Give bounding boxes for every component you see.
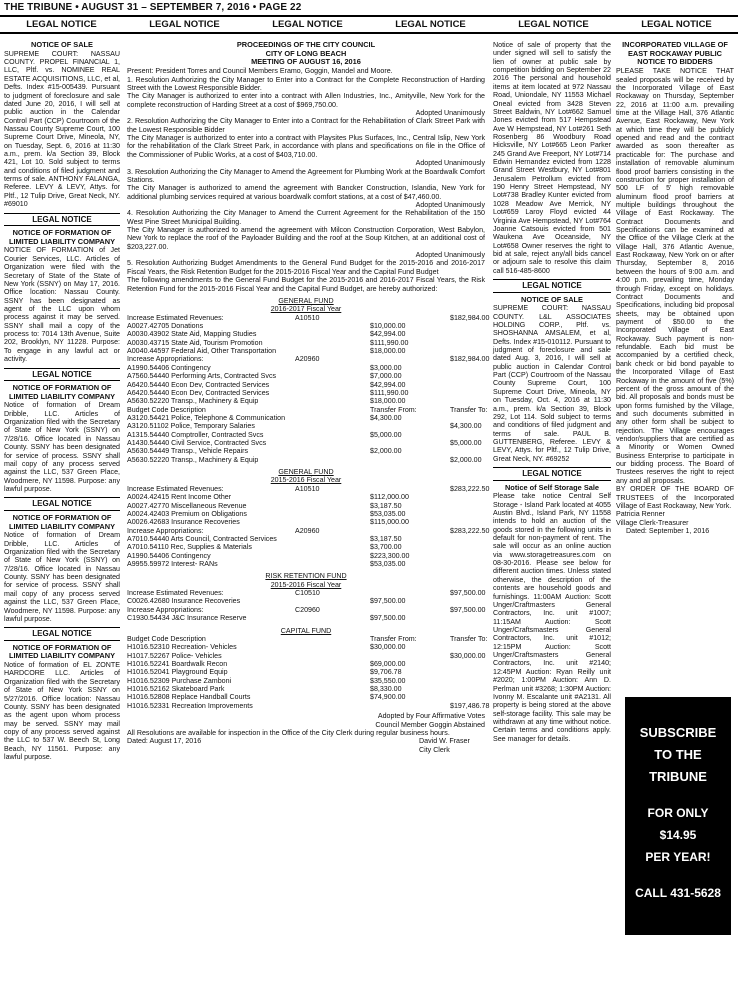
present-line: Present: President Torres and Council Members Eramo, Goggin, Mandel and Moore.	[127, 67, 393, 76]
budget-row	[127, 502, 485, 510]
notice-title: NOTICE OF SALE	[30, 40, 93, 49]
budget-cell	[450, 389, 485, 397]
budget-cell: A0030.43902 State Aid, Mapping Studies	[127, 330, 257, 339]
budget-cell: H1016.52162 Skateboard Park	[127, 685, 225, 694]
budget-cell	[295, 422, 370, 430]
signer-title: City Clerk	[419, 745, 450, 754]
budget-cell: $18,000.00	[370, 347, 406, 356]
ad-gap	[625, 868, 731, 882]
budget-cell	[450, 502, 485, 510]
budget-cell: A20960	[295, 355, 320, 364]
ad-price: $14.95	[659, 828, 697, 842]
budget-cell: Transfer To:	[450, 405, 488, 414]
column-4	[616, 41, 734, 535]
budget-row	[127, 389, 485, 397]
budget-cell: $30,000.00	[370, 643, 406, 652]
signer-name: David W. Fraser	[419, 737, 470, 746]
budget-cell: A0027.42770 Miscellaneous Revenue	[127, 501, 247, 510]
budget-row	[127, 431, 485, 439]
budget-cell	[295, 614, 370, 622]
budget-cell	[295, 685, 370, 693]
budget-cell	[450, 322, 485, 330]
budget-cell	[450, 397, 485, 405]
notice-body: Please take notice Central Self Storage - Island Park located at 4055 Austin Blvd., Island Park, NY 11558 intends to hold an auction of the goods stored in the following units in default for non-payment of rent. The sale will occur as an online auction via www.storagetreasures.com on 08-30-2016. Please see below for different auction times. Unless stated otherwise, the description of the contents are household goods and furnishings. 11:00AM Auction: Scott Unger/Craftmasters General Contractors, Inc. unit #1007; 11:15AM Auction: Scott Unger/Craftsmasters General Contractors, Inc. unit #1012; 12:15PM Auction: Scott Unger/Craftsmasters General Contractors, Inc. unit #2140; 12:45PM Auction: Ryan Reilly unit #2020; 1:00PM Auction: Ann D. Perlman unit #3268; 1:30PM Auction: Ivonny M. Escalante unit #A2131. All property is being stored at the above self-storage facility. This sale may be withdrawn at any time without notice. Certain terms and conditions apply. See manager for details.	[493, 492, 611, 743]
budget-cell: A0024.42415 Rent Income Other	[127, 493, 232, 502]
budget-row	[127, 526, 490, 535]
legal-notice-separator: LEGAL NOTICE	[4, 213, 120, 226]
page-header: THE TRIBUNE • AUGUST 31 – SEPTEMBER 7, 2016 • PAGE 22	[4, 2, 302, 13]
adopted-line: Adopted Unanimously	[415, 109, 485, 117]
budget-cell	[295, 693, 370, 701]
fund-heading: CAPITAL FUND	[280, 626, 332, 635]
ad-line: TO THE	[654, 747, 702, 762]
budget-row	[127, 535, 485, 543]
ad-gap	[625, 788, 731, 802]
budget-row	[127, 493, 485, 501]
budget-cell	[295, 456, 370, 464]
budget-cell	[295, 372, 370, 380]
notice-title: NOTICE OF FORMATION OF LIMITED LIABILITY COMPANY	[8, 642, 116, 661]
budget-row	[127, 414, 485, 422]
budget-cell	[450, 431, 485, 439]
resolution-heading: 5. Resolution Authorizing Budget Amendments to the General Fund Budget for the 2015-2016 and 2016-2017 Fiscal Years, the Risk Retention Budget for the 2015-2016 Fiscal Year and the Capital Fund Budget	[127, 259, 485, 276]
budget-cell: A0030.43715 State Aid, Tourism Promotion	[127, 338, 263, 347]
budget-cell: A7560.54440 Performing Arts, Contracted Svcs	[127, 372, 277, 381]
budget-cell: $283,222.50	[450, 526, 490, 535]
budget-cell: $97,500.00	[370, 597, 406, 606]
budget-cell: $182,984.00	[450, 313, 490, 322]
budget-cell	[295, 431, 370, 439]
budget-cell: $223,300.00	[370, 551, 410, 560]
budget-cell: $3,187.50	[370, 501, 402, 510]
budget-cell: $8,330.00	[370, 685, 402, 694]
budget-cell: $42,994.00	[370, 380, 406, 389]
budget-row	[127, 322, 485, 330]
budget-cell	[295, 518, 370, 526]
budget-cell	[370, 606, 450, 614]
notice-title: Notice of Self Storage Sale	[504, 482, 600, 492]
proceedings-title: PROCEEDINGS OF THE CITY COUNCIL	[236, 40, 376, 49]
notice-body: Notice of formation of Dream Dribble, LLC. Articles of Organization filed with the Secretary of State of New York (SSNY) on 7/28/16. Office located in Nassau County. SSNY has been designated for service of process. SSNY shall mail copy of any process served against the LLC, 537 Green Place, Woodmere, NY 11598. Purpose: any lawful purpose.	[4, 531, 120, 623]
budget-row	[127, 372, 485, 380]
budget-cell: A9955.59972 Interest- RANs	[127, 560, 218, 569]
budget-row	[127, 355, 490, 364]
budget-cell	[295, 652, 370, 660]
clerk-name: Patricia Renner	[616, 510, 665, 519]
budget-cell: C1930.54434 J&C Insurance Reserve	[127, 614, 247, 623]
budget-cell	[295, 560, 370, 568]
budget-cell: A10510	[295, 313, 320, 322]
budget-row	[127, 685, 485, 693]
band-label: LEGAL NOTICE	[149, 19, 220, 30]
budget-cell	[295, 381, 370, 389]
notice-title: NOTICE OF FORMATION OF LIMITED LIABILITY COMPANY	[8, 512, 116, 531]
budget-row	[127, 330, 485, 338]
budget-cell	[295, 543, 370, 551]
ad-line: PER YEAR!	[645, 850, 711, 864]
budget-cell: C10510	[295, 589, 320, 598]
budget-row	[127, 347, 485, 355]
budget-cell: $7,000.00	[370, 372, 402, 381]
column-2	[127, 40, 490, 754]
budget-row	[127, 313, 490, 322]
budget-cell: Increase Estimated Revenues:	[127, 589, 224, 598]
budget-row	[127, 447, 485, 455]
budget-row	[127, 510, 485, 518]
budget-cell: Transfer From:	[370, 405, 417, 414]
notice-body: SUPREME COURT: NASSAU COUNTY. L&L ASSOCIATES HOLDING CORP., Pltf. vs. SHOSHANNA AMSALEM, et al, Defts. Index #15-010112. Pursuant to judgment of foreclosure and sale dated Aug. 3, 2016, I will sell at public auction in Calendar Control Part (CCP) Courtroom of the Nassau County Supreme Court, 100 Supreme Court Drive, Mineola, NY on Tuesday, Oct. 4, 2016 at 11:30 a.m., prem. k/a Section 39, Block 292, Lot 114. Sold subject to terms and conditions of filed judgment and terms of sale. PAUL B. GUTTENBERG, Referee. LEVY & LEVY, Attys. for Pltf., 12 Tulip Drive, Great Neck, NY. #69252	[493, 304, 611, 463]
budget-cell: A10510	[295, 484, 320, 493]
proceedings-meeting: MEETING OF AUGUST 16, 2016	[251, 57, 361, 67]
budget-cell	[295, 330, 370, 338]
budget-cell	[450, 560, 485, 568]
budget-cell: A1990.54406 Contingency	[127, 551, 211, 560]
notice-body: NOTICE OF FORMATION of Jet Courier Services, LLC. Articles of Organization were filed with the Secretary of State of the State of New York (SSNY) on May 17, 2016. Office location: Nassau County. SSNY has been designated as agent of the LLC upon whom process against it may be served. SSNY shall mail a copy of the process to: 7014 13th Avenue, Suite 202, Brooklyn, NY 11228. Purpose: To engage in any lawful act or activity.	[4, 246, 120, 364]
legal-notice-separator: LEGAL NOTICE	[4, 627, 120, 640]
budget-cell: A1990.54406 Contingency	[127, 363, 211, 372]
budget-cell	[450, 535, 485, 543]
budget-table	[127, 589, 485, 622]
budget-cell	[450, 597, 485, 605]
resolution-body: The City Manager is authorized to amend the agreement with Bancker Construction, Islandia, New York for additional plumbing services required at various boardwalk comfort stations, at a cost of $47,460.00.	[127, 184, 485, 201]
budget-row	[127, 339, 485, 347]
budget-cell	[295, 447, 370, 455]
resolution-body: The City Manager is authorized to enter into a contract with Playsites Plus Surfaces, Inc., Central Islip, New York for the rehabilitation of the Clark Street Park, in accordance with plans and specifications on file in the Office of the Commissioner of Public Works, at a cost of $403,710.00.	[127, 134, 485, 159]
budget-row	[127, 560, 485, 568]
budget-cell	[295, 677, 370, 685]
resolution-body: The City Manager is authorized to enter into a contract with Allen Industries, Inc., Amityville, New York for the complete reconstruction of Harding Street at a cost of $969,750.00.	[127, 92, 485, 109]
budget-cell	[295, 660, 370, 668]
budget-cell: $3,700.00	[370, 543, 402, 552]
budget-cell: A0040.44597 Federal Aid, Other Transportation	[127, 347, 277, 356]
ad-line: TRIBUNE	[649, 769, 707, 784]
resolution-heading: 4. Resolution Authorizing the City Manager to Amend the Current Agreement for the Rehabilitation of the 150 West Pine Street Municipal Building.	[127, 209, 485, 226]
proceedings-city: CITY OF LONG BEACH	[265, 48, 347, 58]
budget-cell: A0026.42683 Insurance Recoveries	[127, 518, 240, 527]
budget-cell	[370, 485, 450, 493]
budget-cell	[450, 510, 485, 518]
budget-cell	[370, 456, 450, 464]
budget-cell: Transfer To:	[450, 634, 488, 643]
budget-row	[127, 381, 485, 389]
budget-cell	[295, 439, 370, 447]
budget-row	[127, 597, 485, 605]
adopted-line: Adopted Unanimously	[415, 200, 485, 209]
notice-body: Notice of formation of Dream Dribble, LLC. Articles of Organization filed with the Secretary of State of New York (SSNY) on 7/28/16. Office located in Nassau County. SSNY has been designated for service of process. SSNY shall mail copy of any process served against the LLC, 537 Green Place, Woodmere, NY 11598. Purpose: any lawful purpose.	[4, 401, 120, 493]
budget-cell: Budget Code Description	[127, 405, 206, 414]
budget-row	[127, 422, 485, 430]
budget-cell: $182,984.00	[450, 355, 490, 364]
budget-cell: $97,500.00	[450, 589, 486, 598]
budget-cell	[295, 552, 370, 560]
dated-line: Dated: September 1, 2016	[626, 526, 710, 535]
fiscal-year-heading: 2016-2017 Fiscal Year	[270, 305, 342, 314]
inspection-note: All Resolutions are available for inspection in the Office of the City Clerk during regular business hours.	[127, 728, 450, 737]
budget-row	[127, 606, 485, 614]
budget-cell: $111,990.00	[370, 388, 409, 397]
ad-line: FOR ONLY	[647, 806, 709, 820]
budget-cell: A7010.54110 Rec, Supplies & Materials	[127, 543, 252, 552]
adopted-line: Adopted Unanimously	[415, 251, 485, 260]
adopted-line: Adopted by Four Affirmative Votes	[377, 712, 485, 721]
notice-title: NOTICE OF FORMATION OF LIMITED LIABILITY COMPANY	[8, 382, 116, 401]
budget-cell: Increase Appropriations:	[127, 526, 204, 535]
budget-cell: $35,550.00	[370, 676, 406, 685]
resolution-heading: 3. Resolution Authorizing the City Manager to Amend the Agreement for Plumbing Work at the Boardwalk Comfort Stations.	[127, 167, 485, 184]
budget-cell: $2,000.00	[370, 447, 402, 456]
abstained-line: Council Member Goggin Abstained	[375, 720, 485, 729]
band-label: LEGAL NOTICE	[641, 19, 712, 30]
band-label: LEGAL NOTICE	[395, 19, 466, 30]
budget-cell: $5,000.00	[370, 430, 402, 439]
budget-cell	[295, 668, 370, 676]
budget-cell	[295, 406, 370, 414]
resolution-heading: 2. Resolution Authorizing the City Manager to Enter into a Contract for the Rehabilitation of Clark Street Park with the Lowest Responsible Bidder	[127, 117, 485, 134]
budget-cell: $18,000.00	[370, 397, 406, 406]
budget-row	[127, 652, 485, 660]
fund-heading: GENERAL FUND	[278, 296, 334, 305]
budget-cell: A3120.54421 Police, Telephone & Communication	[127, 413, 286, 422]
budget-row	[127, 364, 485, 372]
notice-title: NOTICE OF FORMATION OF LIMITED LIABILITY COMPANY	[8, 228, 116, 246]
budget-cell: $115,000.00	[370, 518, 409, 527]
budget-cell	[450, 668, 485, 676]
column-3	[493, 41, 611, 743]
budget-cell	[450, 347, 485, 355]
budget-cell: $74,900.00	[370, 693, 406, 702]
dated-line: Dated: August 17, 2016	[127, 737, 202, 746]
budget-cell	[295, 322, 370, 330]
budget-row	[127, 634, 488, 643]
ad-phone: CALL 431-5628	[635, 886, 721, 900]
budget-cell: A5630.52220 Transp., Machinery & Equip	[127, 455, 259, 464]
budget-row	[127, 589, 485, 597]
budget-cell: $42,994.00	[370, 330, 406, 339]
budget-cell	[295, 339, 370, 347]
budget-cell	[450, 339, 485, 347]
budget-row	[127, 614, 485, 622]
notice-title: NOTICE OF SALE	[520, 294, 583, 304]
budget-row	[127, 677, 485, 685]
budget-cell: H1016.52309 Purchase Zamboni	[127, 676, 232, 685]
band-label: LEGAL NOTICE	[26, 19, 97, 30]
budget-cell	[295, 493, 370, 501]
budget-cell	[370, 439, 450, 447]
budget-cell	[450, 685, 485, 693]
fund-heading: RISK RETENTION FUND	[265, 572, 347, 581]
budget-cell: A0024.42403 Premium on Obligations	[127, 509, 247, 518]
adopted-line: Adopted Unanimously	[415, 159, 485, 168]
budget-cell: A0027.42705 Donations	[127, 321, 204, 330]
budget-cell: $9,706.78	[370, 668, 402, 677]
budget-cell: $111,990.00	[370, 338, 409, 347]
fiscal-year-heading: 2015-2016 Fiscal Year	[270, 580, 342, 589]
budget-cell	[295, 502, 370, 510]
notice-title: INCORPORATED VILLAGE OF EAST ROCKAWAY PUBLIC NOTICE TO BIDDERS	[622, 40, 728, 67]
fund-heading: GENERAL FUND	[278, 468, 334, 477]
budget-cell	[450, 518, 485, 526]
budget-row	[127, 668, 485, 676]
budget-cell	[450, 660, 485, 668]
order-line: BY ORDER OF THE BOARD OF TRUSTEES of the Incorporated Village of East Rockaway, New York.	[616, 485, 734, 510]
budget-row	[127, 397, 485, 405]
budget-cell	[450, 381, 485, 389]
budget-cell	[295, 389, 370, 397]
band-label: LEGAL NOTICE	[518, 19, 589, 30]
budget-cell: $69,000.00	[370, 660, 406, 668]
notice-body: SUPREME COURT: NASSAU COUNTY. PROPEL FINANCIAL 1, LLC, Pltf. vs. NOMINEE REAL ESTATE ACQUISITIONS, LLC, et al, Defts. Index #15-005439. Pursuant to judgment of foreclosure and sale dated June 20, 2016, I will sell at public auction in the Calendar Control Part (CCP) Courtroom of the Nassau County Supreme Court, 100 Supreme Court Drive, Mineola, NY, on Tuesday, Sept. 6, 2016 at 11:30 a.m., prem. k/a Section 39, Block 421, Lot 10. Sold subject to terms and conditions of filed judgment and terms of sale. ANTHONY FALANGA, Referee. LEVY & LEVY, Attys. for Pltf., 12 Tulip Drive, Great Neck, NY. #69010	[4, 49, 120, 209]
budget-cell: C20960	[295, 605, 320, 614]
budget-cell	[450, 364, 485, 372]
budget-cell: A20960	[295, 526, 320, 535]
budget-cell: $53,035.00	[370, 509, 406, 518]
budget-cell: $197,486.78	[450, 701, 490, 710]
budget-cell: Increase Estimated Revenues:	[127, 313, 224, 322]
legal-notice-separator: LEGAL NOTICE	[4, 497, 120, 510]
budget-cell	[370, 589, 450, 597]
budget-cell	[370, 702, 450, 710]
budget-cell: H1016.52041 Playground Equip	[127, 668, 228, 677]
signature-row	[127, 737, 485, 745]
budget-cell: A3120.51102 Police, Temporary Salaries	[127, 422, 255, 431]
budget-cell	[450, 493, 485, 501]
ad-line: SUBSCRIBE	[639, 725, 717, 740]
subscribe-ad	[625, 697, 731, 935]
budget-cell	[450, 677, 485, 685]
budget-cell	[295, 702, 370, 710]
budget-cell	[295, 364, 370, 372]
notice-body: Notice of formation of EL ZONTE HARDCORE LLC. Articles of Organization filed with the Secretary of State of New York SSNY on 5/27/2016. Office location: Nassau County. SSNY has been designated as the agent upon whom process may be served. SSNY may mail copy of any process served against the LLC to 537 W. Beech St, Long Beach, NY 11561. Purpose: any lawful purpose.	[4, 661, 120, 762]
budget-row	[127, 405, 488, 414]
budget-cell	[450, 330, 485, 338]
budget-row	[127, 660, 485, 668]
budget-row	[127, 484, 490, 493]
budget-cell: Budget Code Description	[127, 634, 206, 643]
budget-cell: H1016.52241 Boardwalk Recon	[127, 660, 228, 668]
column-1	[4, 41, 120, 761]
budget-cell: $30,000.00	[450, 651, 486, 660]
budget-cell: Increase Estimated Revenues:	[127, 484, 224, 493]
budget-cell	[450, 552, 485, 560]
budget-cell	[450, 372, 485, 380]
budget-row	[127, 693, 485, 701]
budget-cell	[450, 693, 485, 701]
budget-cell	[370, 527, 450, 535]
budget-cell	[450, 414, 485, 422]
budget-cell	[295, 535, 370, 543]
budget-cell: H1016.52808 Replace Handball Courts	[127, 693, 251, 702]
budget-cell: H1016.52310 Recreation- Vehicles	[127, 643, 237, 652]
legal-notice-separator: LEGAL NOTICE	[4, 368, 120, 381]
budget-table	[127, 313, 490, 464]
budget-cell: $97,500.00	[450, 605, 486, 614]
budget-row	[127, 439, 485, 447]
budget-cell	[295, 347, 370, 355]
budget-cell	[450, 643, 485, 651]
budget-cell: Transfer From:	[370, 634, 417, 643]
budget-cell: H1016.52331 Recreation Improvements	[127, 701, 253, 710]
budget-cell	[370, 652, 450, 660]
resolution-heading: 1. Resolution Authorizing the City Manager to Enter into a Contract for the Complete Reconstruction of Harding Street with the Lowest Responsible Bidder.	[127, 75, 485, 92]
budget-cell	[295, 635, 370, 643]
budget-cell	[370, 355, 450, 363]
budget-cell	[295, 597, 370, 605]
budget-cell: A6420.54440 Econ Dev, Contracted Services	[127, 380, 270, 389]
budget-cell: Increase Appropriations:	[127, 605, 204, 614]
budget-row	[127, 701, 490, 710]
budget-cell: A5630.52220 Transp., Machinery & Equip	[127, 397, 259, 406]
band-label: LEGAL NOTICE	[272, 19, 343, 30]
budget-cell: $53,035.00	[370, 560, 406, 569]
budget-cell: $5,000.00	[450, 439, 482, 448]
notice-body: Notice of sale of property that the under signed will sell to satisfy the lien of owner at public sale by competition bidding on September 22 2016 The personal and household items at item located at 972 Nassau Road, Uniondale, NY 11553 Michael Oneal evicted from 3428 Steven Street Baldwin, NY Lot#662 Samuel Jones evicted from 517 Hempstead Ave W Hempstead, NY Lot#261 Seth Rosenberg 86 Woodbury Road Hicksville, NY Lot#665 Leon Parker 245 Grand Ave Freeport, NY Lot#714 Edwin Hernandez evicted from 1228 Grand Street Westbury, NY Lot#801 Jerusalem Petrollum evicted from 190 Henry Street Hempstead, NY Lot#738 Bradley Kunter evicted from 1028 Meadow Ave Merrick, NY Lot#659 Laroy Floyd evicted 44 Virginia Ave Hempstead, NY Lot#764 Joanne Catsouis evicted from 501 Waukena Ave Oceanside, NY Lot#658 Owner reserves the right to bid at sale, reject any/all bids cancel or adjourn sale to resolve this claim call 516-485-8600	[493, 41, 611, 275]
budget-cell: $3,187.50	[370, 534, 402, 543]
budget-cell	[450, 543, 485, 551]
budget-cell: $2,000.00	[450, 455, 482, 464]
budget-cell: A1430.54440 Civil Service, Contracted Svcs	[127, 439, 267, 448]
budget-row	[127, 518, 485, 526]
budget-cell	[295, 510, 370, 518]
budget-cell: $4,300.00	[370, 413, 402, 422]
budget-cell	[370, 422, 450, 430]
budget-cell: $4,300.00	[450, 422, 482, 431]
budget-cell: A5630.54449 Transp., Vehicle Repairs	[127, 447, 249, 456]
budget-cell	[450, 447, 485, 455]
resolution-body: The City Manager is authorized to amend the agreement with Milcon Construction Corporation, West Babylon, New York to replace the roof of the Payloader Building and the roof at the Soup Kitchen, at an additional cost of $203,227.00.	[127, 226, 485, 251]
budget-cell	[295, 414, 370, 422]
notice-body: PLEASE TAKE NOTICE THAT sealed proposals will be received by the Incorporated Village of East Rockaway on Thursday, September 22, 2016 at 11:00 a.m. prevailing time at the Village Hall, 376 Atlantic Avenue, East Rockaway, New York at which time they will be publicly opened and read and the contract awarded as soon thereafter as practicable for: The purchase and installation of removable aluminum flood proof barriers consisting in the construction for proper installation of 500 LF of 5' high removable aluminum flood proof barriers at multiple buildings throughout the Village of East Rockaway. The Contract Documents and Specifications can be examined at the Office of the Village Clerk at the Village Hall, 376 Atlantic Avenue, East Rockaway, New York on or after Thursday, September 8, 2016 between the hours of 9:00 a.m. and 4:00 p.m. prevailing time, Monday through Friday, except on holidays. Contract Documents and Specifications, including bid proposal sheets, may be obtained upon payment of $50.00 to the Incorporated Village of East Rockaway. Such payment is non-refundable. Each bid must be accompanied by a certified check, bank check or bid bond payable to the Incorporated Village of East Rockaway in the amount of five (5%) percent of the gross amount of the bid. All proposals and bonds must be upon forms furnished by the Village, and such documents submitted in any other form shall be subject to rejection. The Village encourages vendor/suppliers that are certified as a Minority or Women Owned Business Enterprise to participate in our bidding process. The Board of Trustees reserves the right to reject any and all proposals.	[616, 67, 734, 485]
budget-cell	[295, 643, 370, 651]
resolution-body: The following amendments to the General Fund Budget for the 2015-2016 and 2016-2017 Fiscal Years, the Risk Retention Fund for the 2015-2016 Fiscal Year and the Capital Fund Budget, are hereby authorized:	[127, 276, 485, 293]
budget-cell: Increase Appropriations:	[127, 355, 204, 364]
budget-cell	[450, 614, 485, 622]
legal-notice-separator: LEGAL NOTICE	[493, 279, 611, 292]
budget-cell: A6420.54440 Econ Dev, Contracted Services	[127, 388, 270, 397]
budget-table	[127, 484, 490, 569]
budget-cell: A1315.54440 Comptroller, Contracted Svcs	[127, 430, 264, 439]
budget-row	[127, 456, 485, 464]
budget-row	[127, 543, 485, 551]
budget-cell	[295, 397, 370, 405]
budget-cell: H1017.52267 Police- Vehicles	[127, 651, 222, 660]
budget-cell: $97,500.00	[370, 614, 406, 623]
budget-cell: $112,000.00	[370, 493, 409, 502]
budget-cell: A7010.54440 Arts Council, Contracted Services	[127, 534, 277, 543]
fiscal-year-heading: 2015-2016 Fiscal Year	[270, 476, 342, 485]
clerk-role: Village Clerk-Treasurer	[616, 518, 689, 527]
legal-notice-separator: LEGAL NOTICE	[493, 467, 611, 480]
budget-cell: $10,000.00	[370, 321, 406, 330]
budget-table	[127, 634, 490, 710]
budget-cell: $283,222.50	[450, 484, 490, 493]
budget-row	[127, 552, 485, 560]
budget-cell	[370, 314, 450, 322]
budget-cell: C0026.42680 Insurance Recoveries	[127, 597, 241, 606]
budget-row	[127, 643, 485, 651]
budget-cell: $3,000.00	[370, 363, 402, 372]
legal-notice-band	[0, 15, 738, 34]
